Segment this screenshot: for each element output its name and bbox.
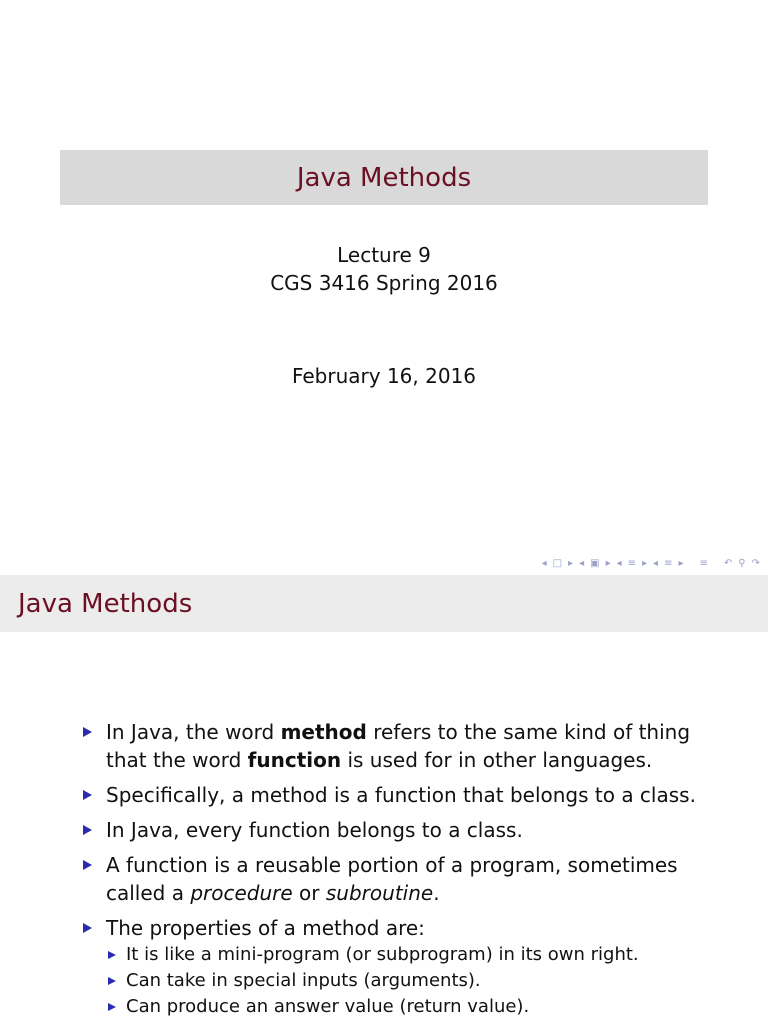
content-slide [0, 575, 768, 1024]
slide-title: Java Methods [296, 162, 472, 193]
lecture-number: Lecture 9 [337, 243, 431, 267]
nav-left-arrow-icon[interactable]: ◂ [616, 557, 622, 569]
nav-right-arrow-icon[interactable]: ▸ [605, 557, 611, 569]
nav-left-arrow-icon[interactable]: ◂ [541, 557, 547, 569]
list-item: In Java, the word method refers to the same kind of thing that the word function is used for in other languages. [80, 718, 720, 774]
frame-title: Java Methods [18, 588, 193, 619]
nav-right-arrow-icon[interactable]: ▸ [642, 557, 648, 569]
term-method: method [280, 720, 367, 744]
term-subroutine: subroutine [325, 881, 434, 905]
sub-list-item: Can produce an answer value (return value). [106, 994, 720, 1020]
bullet-list [80, 718, 720, 1027]
nav-subsection-icon[interactable]: ▣ [590, 557, 600, 569]
nav-align-icon[interactable]: ≡ [699, 557, 708, 569]
nav-undo-icon[interactable]: ↶ [723, 557, 733, 569]
sub-bullet-list [106, 942, 720, 1020]
nav-section-icon[interactable]: ≡ [664, 557, 673, 569]
nav-frame-icon[interactable]: □ [552, 557, 563, 569]
title-box [60, 150, 708, 205]
nav-search-icon[interactable]: ⚲ [738, 557, 746, 569]
lecture-date: February 16, 2016 [291, 364, 477, 388]
term-function: function [247, 748, 342, 772]
course-name: CGS 3416 Spring 2016 [270, 271, 498, 295]
nav-section-icon[interactable]: ≡ [627, 557, 637, 569]
nav-right-arrow-icon[interactable]: ▸ [678, 557, 684, 569]
frame-title-bar [0, 575, 768, 632]
beamer-navigation-bar [542, 556, 760, 570]
list-item: The properties of a method are: It is like a mini-program (or subprogram) in its own right. Can take in special inputs (arguments). Can produce an answer value (return value). [80, 914, 720, 1020]
nav-left-arrow-icon[interactable]: ◂ [653, 557, 659, 569]
sub-list-item: It is like a mini-program (or subprogram) in its own right. [106, 942, 720, 968]
list-item: In Java, every function belongs to a class. [80, 816, 720, 844]
term-procedure: procedure [190, 881, 293, 905]
list-item: A function is a reusable portion of a program, sometimes called a procedure or subroutine. [80, 851, 720, 907]
nav-redo-icon[interactable]: ↷ [751, 557, 760, 569]
list-item: Specifically, a method is a function that belongs to a class. [80, 781, 720, 809]
nav-right-arrow-icon[interactable]: ▸ [568, 557, 574, 569]
nav-left-arrow-icon[interactable]: ◂ [579, 557, 585, 569]
sub-list-item: Can take in special inputs (arguments). [106, 968, 720, 994]
